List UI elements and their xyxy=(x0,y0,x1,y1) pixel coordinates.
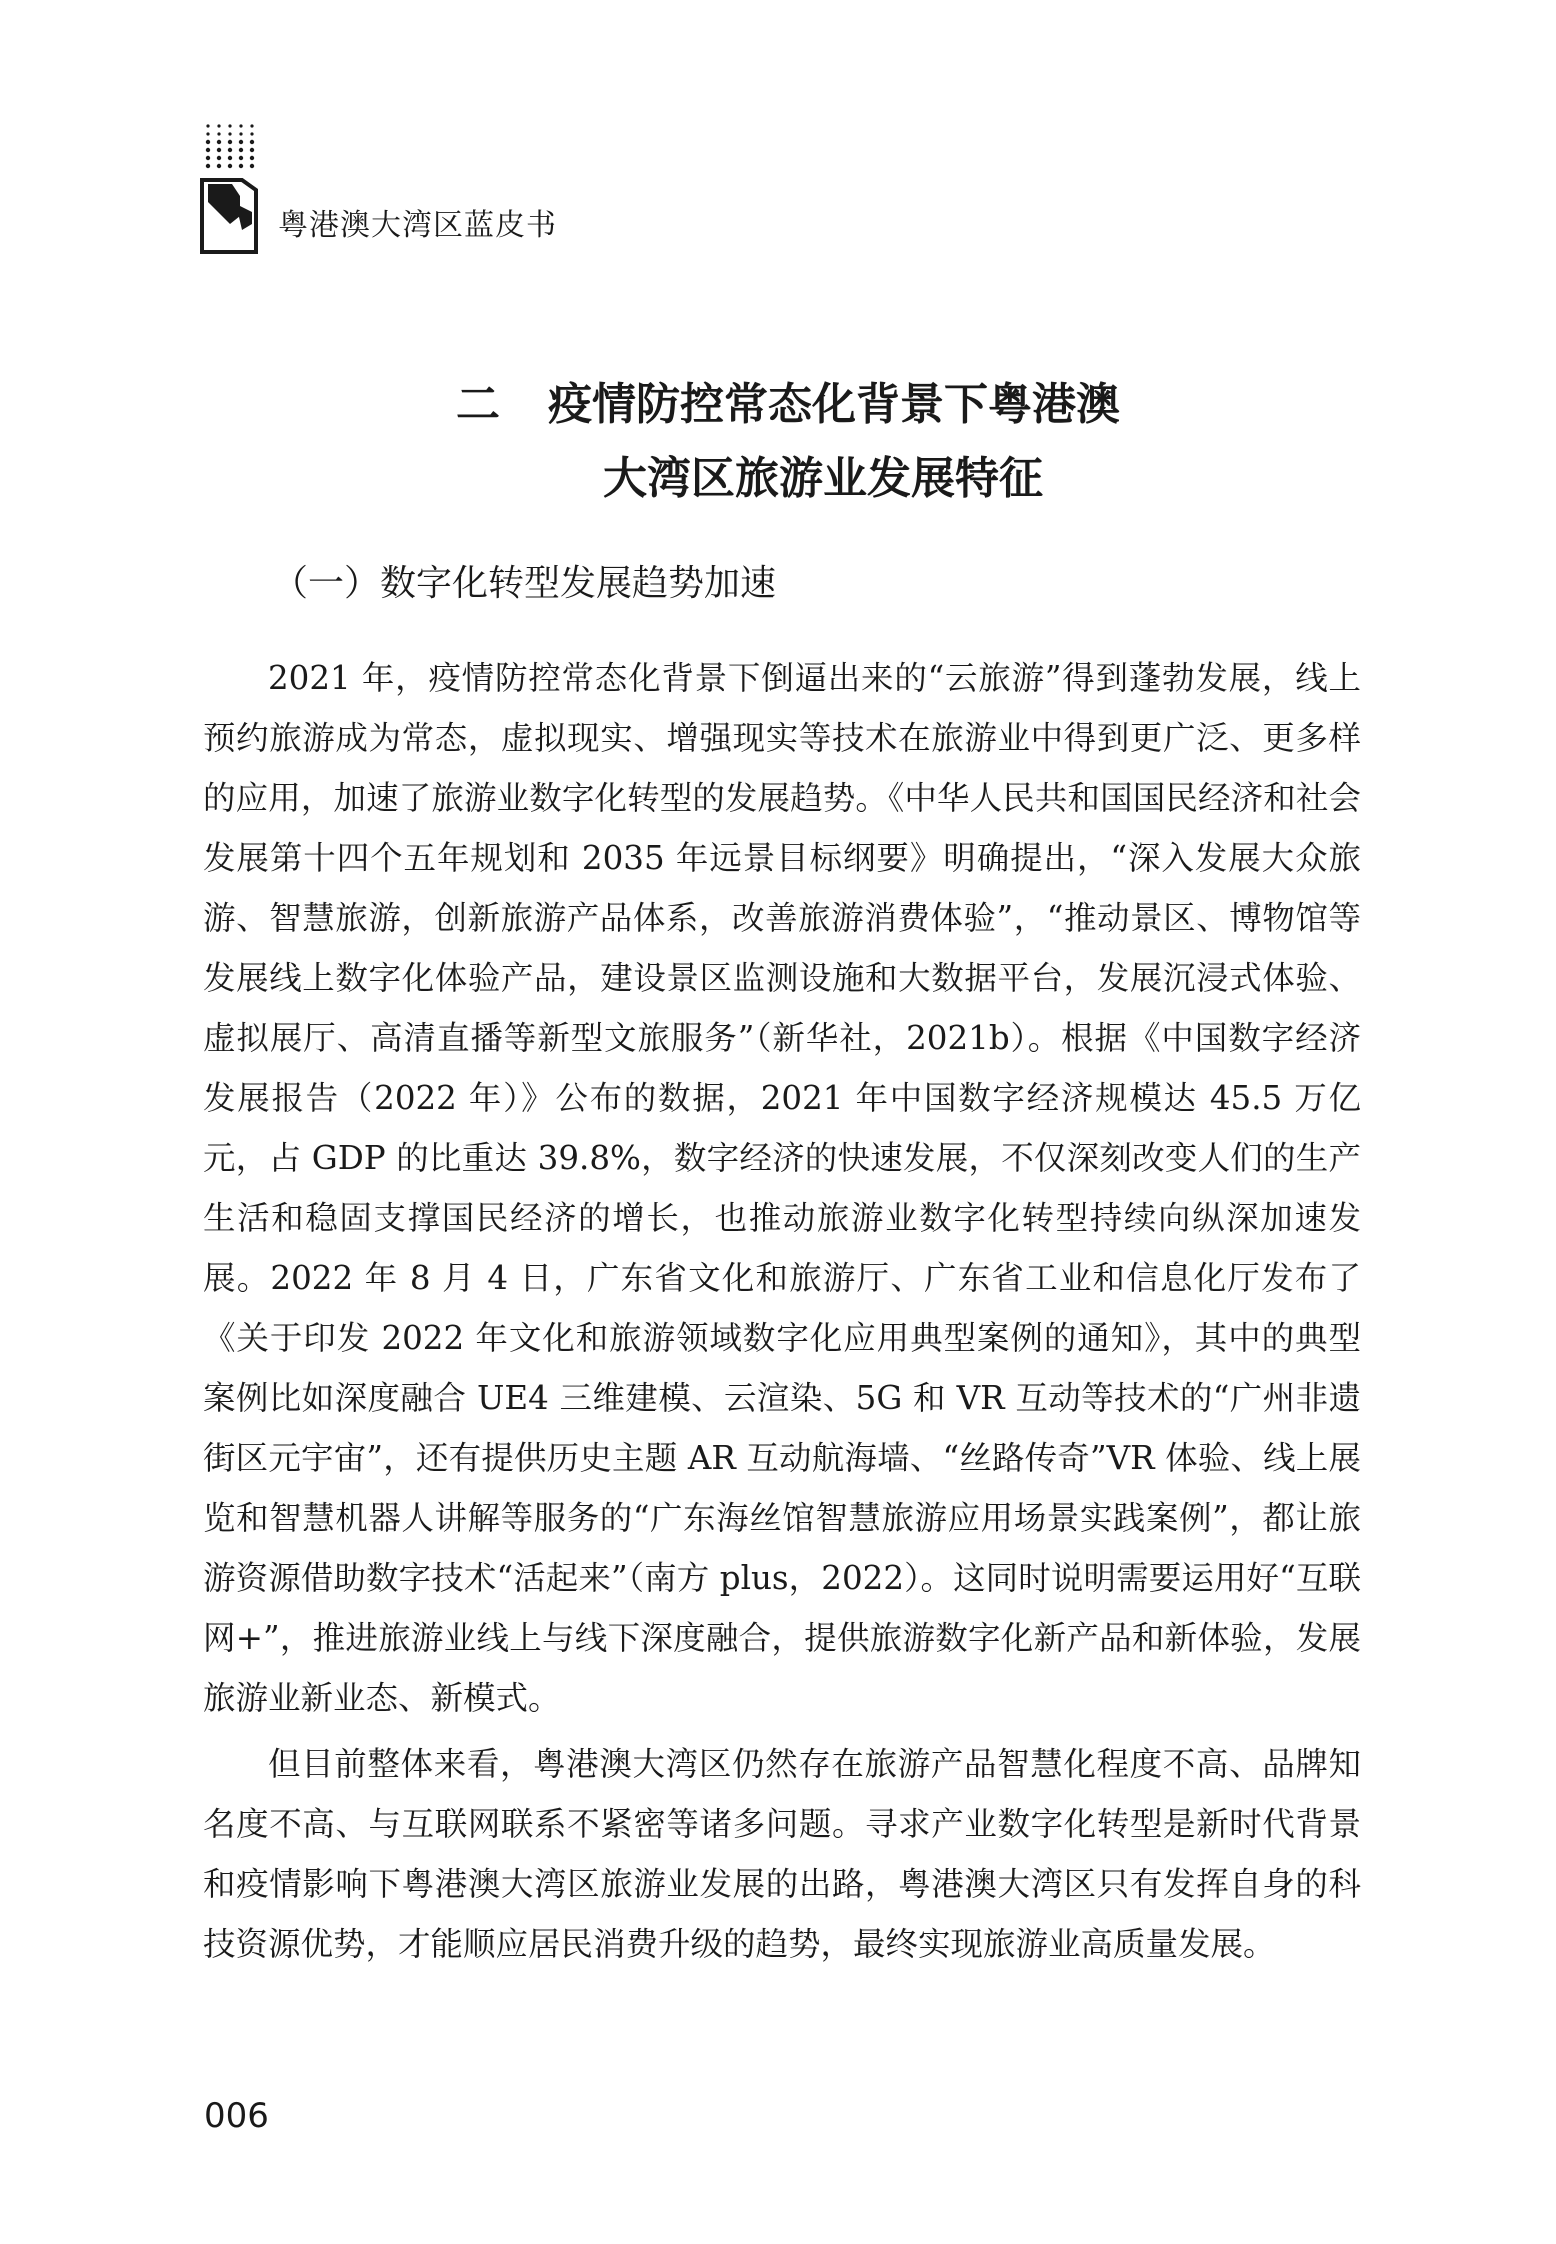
emblem-dot xyxy=(239,132,242,135)
emblem-dot xyxy=(206,132,209,135)
book-series-emblem-icon xyxy=(200,120,262,260)
emblem-dot xyxy=(217,156,221,160)
emblem-dot xyxy=(228,164,232,168)
section-title-line1: 疫情防控常态化背景下粤港澳 xyxy=(548,379,1120,430)
emblem-dot xyxy=(206,148,210,152)
section-number: 二 xyxy=(456,379,500,430)
emblem-dot xyxy=(228,124,231,127)
emblem-dot xyxy=(239,156,243,160)
emblem-dot xyxy=(228,148,232,152)
emblem-dot xyxy=(250,132,253,135)
emblem-dot xyxy=(228,140,232,144)
emblem-dot xyxy=(206,156,210,160)
emblem-dot xyxy=(228,156,232,160)
section-title-line2: 大湾区旅游业发展特征 xyxy=(603,453,1043,504)
emblem-dot xyxy=(217,132,220,135)
emblem-dot xyxy=(206,140,210,144)
emblem-dot xyxy=(239,148,243,152)
emblem-dot xyxy=(228,132,231,135)
emblem-dot xyxy=(250,156,254,160)
header-book-title: 粤港澳大湾区蓝皮书 xyxy=(278,208,557,243)
body-text xyxy=(203,648,1361,1980)
emblem-dot xyxy=(250,148,254,152)
emblem-dot xyxy=(206,124,209,127)
emblem-dot xyxy=(217,148,221,152)
emblem-dot xyxy=(250,164,254,168)
emblem-dot xyxy=(217,164,221,168)
emblem-dot xyxy=(239,124,242,127)
paragraph: 但目前整体来看，粤港澳大湾区仍然存在旅游产品智慧化程度不高、品牌知名度不高、与互联网联系不紧密等诸多问题。寻求产业数字化转型是新时代背景和疫情影响下粤港澳大湾区旅游业发展的出路，粤港澳大湾区只有发挥自身的科技资源优势，才能顺应居民消费升级的趋势，最终实现旅游业高质量发展。 xyxy=(203,1745,1361,1963)
page-number: 006 xyxy=(204,2096,269,2136)
emblem-dot xyxy=(250,124,253,127)
emblem-dot xyxy=(250,140,254,144)
emblem-dot xyxy=(217,140,221,144)
emblem-dot xyxy=(239,164,243,168)
emblem-dot xyxy=(206,164,210,168)
section-heading xyxy=(0,368,1556,516)
emblem-dot xyxy=(239,140,243,144)
emblem-dot xyxy=(217,124,220,127)
subsection-heading: （一）数字化转型发展趋势加速 xyxy=(272,563,777,604)
paragraph: 2021 年，疫情防控常态化背景下倒逼出来的“云旅游”得到蓬勃发展，线上预约旅游成为常态，虚拟现实、增强现实等技术在旅游业中得到更广泛、更多样的应用，加速了旅游业数字化转型的发展趋势。《中华人民共和国国民经济和社会发展第十四个五年规划和 2035 年远景目标纲要》明确提出，“深入发展大众旅游、智慧旅游，创新旅游产品体系，改善旅游消费体验”，“推动景区、博物馆等发展线上数字化体验产品，建设景区监测设施和大数据平台，发展沉浸式体验、虚拟展厅、高清直播等新型文旅服务”（新华社，2021b）。根据《中国数字经济发展报告（2022 年）》公布的数据，2021 年中国数字经济规模达 45.5 万亿元，占 GDP 的比重达 39.8%，数字经济的快速发展，不仅深刻改变人们的生产生活和稳固支撑国民经济的增长，也推动旅游业数字化转型持续向纵深加速发展。2022 年 8 月 4 日，广东省文化和旅游厅、广东省工业和信息化厅发布了《关于印发 2022 年文化和旅游领域数字化应用典型案例的通知》，其中的典型案例比如深度融合 UE4 三维建模、云渲染、5G 和 VR 互动等技术的“广州非遗街区元宇宙”，还有提供历史主题 AR 互动航海墙、“丝路传奇”VR 体验、线上展览和智慧机器人讲解等服务的“广东海丝馆智慧旅游应用场景实践案例”，都让旅游资源借助数字技术“活起来”（南方 plus，2022）。这同时说明需要运用好“互联网+”，推进旅游业线上与线下深度融合，提供旅游数字化新产品和新体验，发展旅游业新业态、新模式。 xyxy=(203,659,1361,1717)
